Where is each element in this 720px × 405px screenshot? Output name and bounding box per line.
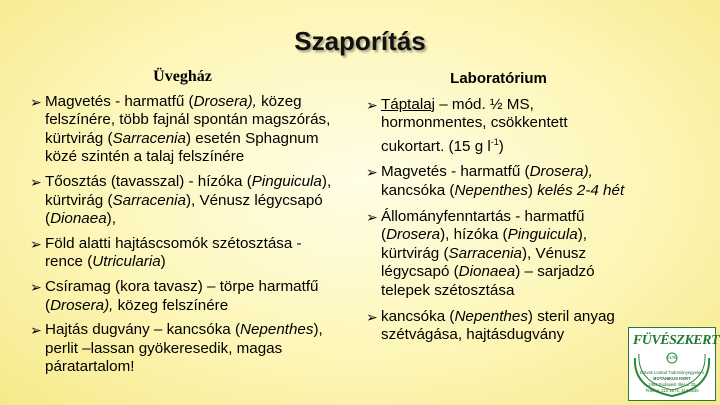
text-fragment: Táptalaj (381, 95, 436, 113)
text-fragment: kancsóka ( (381, 182, 455, 200)
text-fragment: ), kürtvirág ( (381, 226, 587, 262)
text-fragment: közeg felszínére (113, 296, 229, 314)
text-fragment: ) steril anyag szétvágása, hajtásdugvány (381, 307, 615, 344)
logo-line2: Eötvös Loránd Tudományegyetem (640, 370, 704, 375)
slide-title: Szaporítás (294, 26, 426, 56)
text-fragment: ) esetén Sphagnum közé szintén a talaj felszínére (45, 129, 319, 166)
text-fragment: Drosera), (193, 92, 257, 110)
laboratory-column (366, 70, 631, 352)
text-fragment: ) (160, 253, 166, 271)
logo-line5: Telefon: 210 1074, 314 0535 (645, 388, 699, 393)
list-item (30, 93, 335, 167)
text-fragment: Dionaea (458, 263, 516, 281)
list-item (366, 308, 631, 345)
text-fragment: ) – sarjadzó telepek szétosztása (381, 263, 595, 299)
arrow-bullet-icon: ➢ (366, 164, 378, 181)
greenhouse-heading: Üvegház (153, 68, 212, 85)
text-fragment: – mód. ½ MS, hormonmentes, csökkentett cukortart. (15 g l (381, 95, 568, 155)
list-item (30, 173, 335, 229)
text-fragment: Magvetés - harmatfű ( (381, 163, 530, 181)
arrow-bullet-icon: ➢ (30, 278, 42, 295)
text-fragment: ), Vénusz légycsapó ( (45, 191, 323, 228)
text-fragment: ) (498, 137, 504, 155)
greenhouse-list (30, 93, 335, 377)
text-fragment: ) (527, 182, 538, 200)
logo-name: FÜVÉSZKERT (633, 333, 720, 348)
text-fragment: Magvetés - harmatfű ( (45, 92, 194, 110)
text-fragment: ), hízóka ( (440, 226, 508, 244)
text-fragment: Hajtás dugvány – kancsóka ( (45, 321, 241, 339)
text-fragment: ), perlit –lassan gyökeresedik, magas páratartalom! (45, 321, 323, 376)
list-item (30, 278, 335, 315)
text-fragment: Nepenthes (454, 307, 528, 325)
text-fragment: Pinguicula (507, 226, 578, 244)
arrow-bullet-icon: ➢ (30, 173, 42, 190)
text-fragment: ), Vénusz légycsapó ( (381, 244, 587, 281)
text-fragment: Drosera (386, 226, 441, 244)
text-fragment: Sarracenia (448, 244, 522, 262)
list-item (366, 163, 631, 200)
arrow-bullet-icon: ➢ (366, 96, 378, 113)
text-fragment: Állományfenntartás - harmatfű ( (381, 207, 585, 244)
text-fragment: Nepenthes (240, 321, 314, 339)
laboratory-list (366, 96, 631, 345)
laboratory-heading: Laboratórium (450, 70, 547, 87)
arrow-bullet-icon: ➢ (366, 208, 378, 225)
arrow-bullet-icon: ➢ (30, 235, 42, 252)
list-item (366, 96, 631, 157)
text-fragment: Pinguicula (251, 172, 322, 190)
fuveszkert-logo (628, 327, 720, 401)
list-item (30, 321, 335, 377)
text-fragment: Drosera), (50, 296, 114, 314)
text-fragment: ), kürtvirág ( (45, 172, 332, 209)
arrow-bullet-icon: ➢ (30, 322, 42, 339)
text-fragment: ), (106, 210, 116, 228)
text-fragment: -1 (490, 136, 499, 147)
logo-line3: BOTANIKUS KERT (653, 376, 691, 381)
text-fragment: Drosera), (529, 163, 593, 181)
text-fragment: Nepenthes (454, 182, 528, 200)
list-item (30, 235, 335, 272)
greenhouse-column (30, 68, 335, 383)
text-fragment: Csíramag (kora tavasz) – törpe harmatfű ( (45, 277, 319, 314)
arrow-bullet-icon: ➢ (30, 93, 42, 110)
text-fragment: Utricularia (92, 253, 161, 271)
text-fragment: Sarracenia (112, 191, 186, 209)
list-item (366, 208, 631, 301)
text-fragment: Tőosztás (tavasszal) - hízóka ( (45, 172, 252, 190)
text-fragment: Dionaea (50, 210, 107, 228)
text-fragment: kancsóka ( (381, 307, 455, 325)
logo-line4: 1083 Budapest Illés u. 25 (648, 382, 696, 387)
text-fragment: kelés 2-4 hét (537, 182, 625, 200)
logo-line1: ELTE (666, 355, 678, 360)
text-fragment: közeg felszínére, több fajnál spontán magszórás, kürtvirág ( (45, 92, 331, 147)
text-fragment: Sarracenia (112, 129, 186, 147)
arrow-bullet-icon: ➢ (366, 308, 378, 325)
text-fragment: Föld alatti hajtáscsomók szétosztása - rence ( (45, 234, 302, 271)
